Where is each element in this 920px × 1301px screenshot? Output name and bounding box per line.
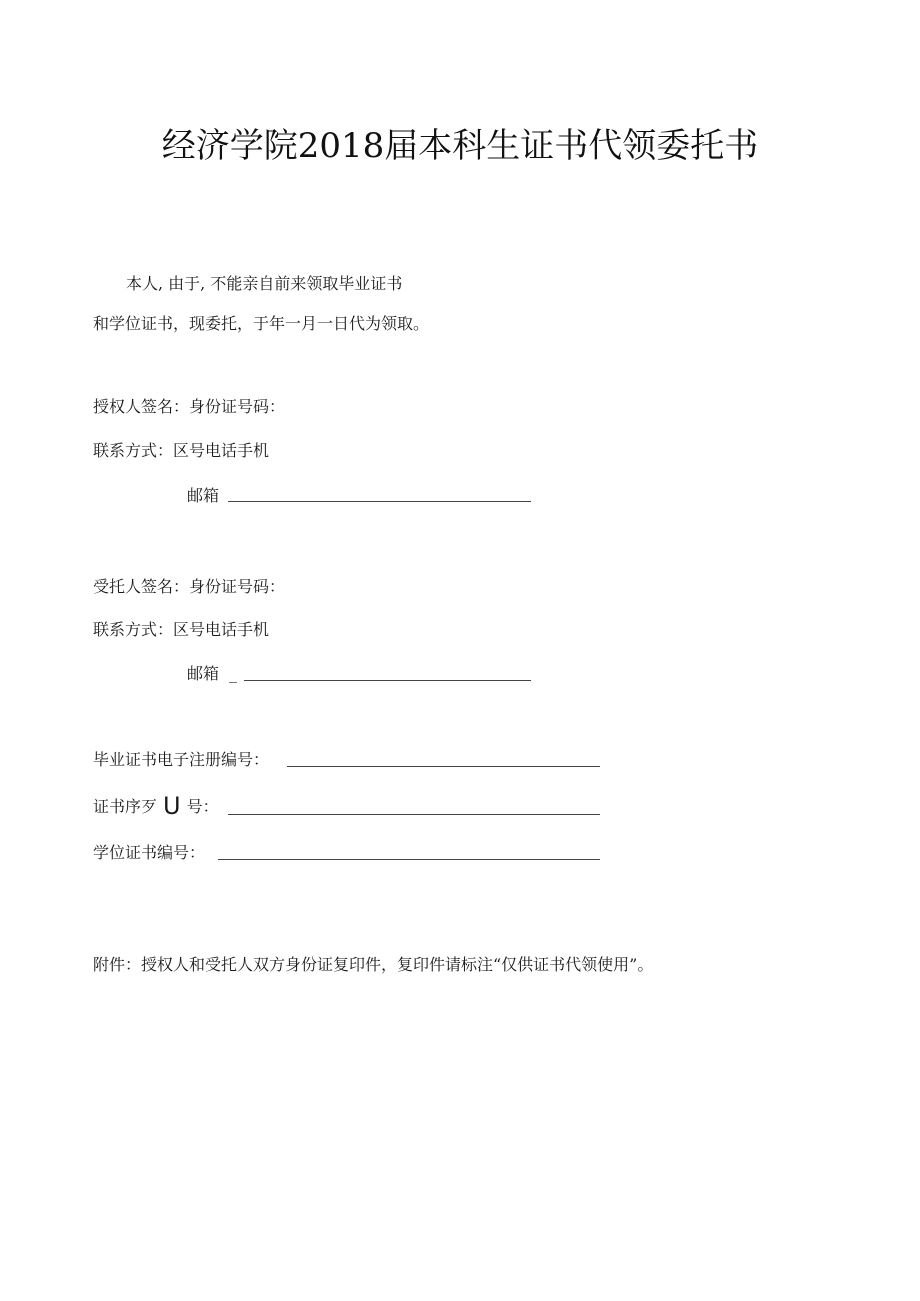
serial-label-glyph: U (163, 792, 181, 820)
attachment-note: 附件：授权人和受托人双方身份证复印件，复印件请标注“仅供证书代领使用”。 (93, 955, 654, 974)
page-title: 经济学院2018届本科生证书代领委托书 (161, 126, 759, 166)
certificate-serial-line[interactable] (228, 814, 600, 815)
serial-label-pre: 证书序歹 (93, 797, 158, 816)
serial-label-post: 号： (186, 797, 219, 816)
trustee-email-prefix: _ (229, 664, 237, 683)
trustee-signature-label: 受托人签名：身份证号码： (93, 577, 286, 596)
trustee-email-label: 邮箱 (187, 664, 220, 683)
intro-line-2: 和学位证书，现委托，于年一月一日代为领取。 (93, 314, 430, 333)
authorizer-signature-label: 授权人签名：身份证号码： (93, 397, 286, 416)
grad-registration-label: 毕业证书电子注册编号： (93, 750, 270, 769)
degree-certificate-label: 学位证书编号： (93, 843, 206, 862)
authorizer-contact-label: 联系方式：区号电话手机 (93, 441, 270, 460)
grad-registration-line[interactable] (287, 766, 600, 767)
certificate-serial-label (93, 792, 219, 820)
intro-line-1: 本人, 由于, 不能亲自前来领取毕业证书 (126, 274, 403, 293)
authorizer-email-line[interactable] (228, 501, 531, 502)
trustee-email-line[interactable] (244, 680, 531, 681)
trustee-contact-label: 联系方式：区号电话手机 (93, 620, 270, 639)
authorizer-email-label: 邮箱 (187, 486, 220, 505)
degree-certificate-line[interactable] (218, 859, 600, 860)
